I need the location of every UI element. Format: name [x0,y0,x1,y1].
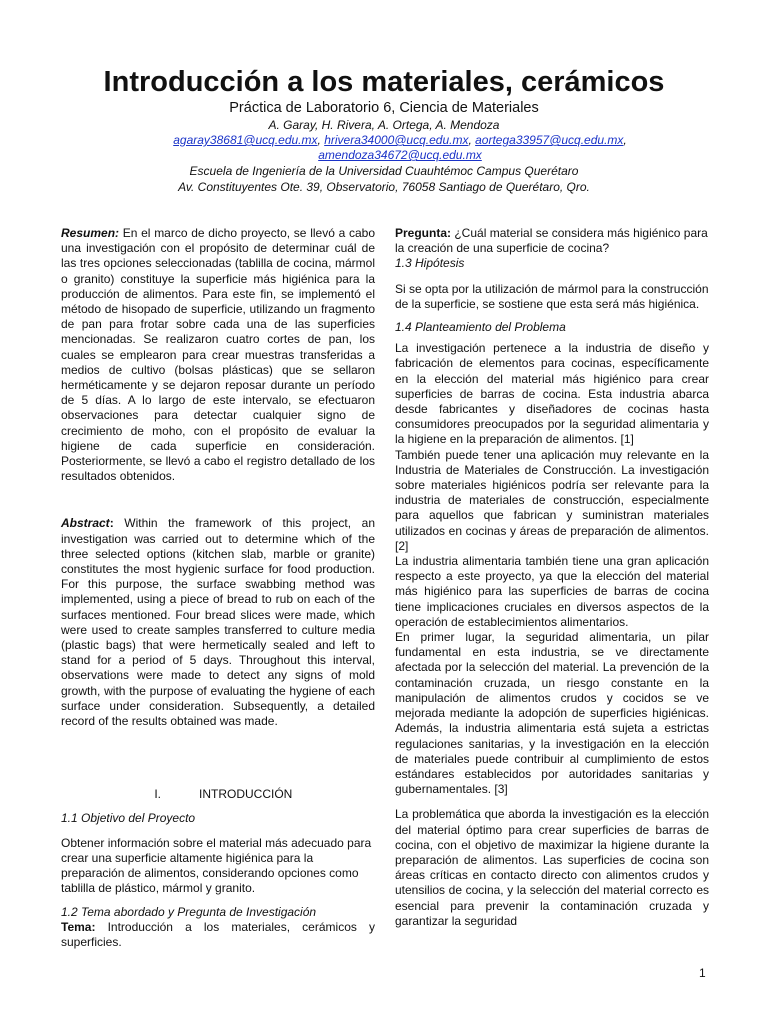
page-number: 1 [699,966,706,980]
abstract-colon: : [109,516,114,531]
author-list: A. Garay, H. Rivera, A. Ortega, A. Mendoza [268,118,500,132]
section-heading-introduccion [61,787,375,802]
section-number: I. [154,787,161,802]
problema-paragraph-1: La investigación pertenece a la industria de diseño y fabricación de elementos para cocinas, específicamente en la elección del material más higiénico para crear superficies de barras de cocina. Esta industria abarca desde fabricantes y diseñadores de cocinas hasta consumidores preocupados por la seguridad alimentaria y la higiene en la preparación de alimentos. [1] [395,341,709,447]
pregunta-paragraph [395,226,709,256]
abstract-label: Abstract [61,516,110,531]
objetivo-paragraph: Obtener información sobre el material más adecuado para crear una superficie altamente higiénica para la preparación de alimentos, considerando opciones como tablilla de plástico, mármol y granito. [61,835,372,896]
abstract-text: Within the framework of this project, an investigation was carried out to determine which of the three selected options (kitchen slab, marble or granite) constitutes the most hygienic surface for food production. For this purpose, the surface swabbing method was implemented, using a piece of bread to rub on each of the surfaces mentioned. Four bread slices were made, which were used to create samples transferred to culture media (plastic bags) that were hermetically sealed and left to stand for a period of 5 days. Throughout this interval, observations were made to detect any signs of mold growth, with the purpose of evaluating the hygiene of each surface under consideration. Subsequently, a detailed record of the results obtained was made. [61,516,375,729]
affiliation-school: Escuela de Ingeniería de la Universidad Cuauhtémoc Campus Querétaro [189,164,579,178]
problema-paragraph-4: En primer lugar, la seguridad alimentaria, un pilar fundamental en esta industria, se ve directamente afectada por la selección del material. La prevención de la contaminación cruzada, un riesgo constante en la manipulación de alimentos crudos y cocidos se ve mejorada mediante la adopción de superficies higiénicas. Además, la industria alimentaria está sujeta a estrictas regulaciones sanitarias, y la investigación en la elección de materiales puede contribuir al cumplimiento de estos estándares establecidos por autoridades sanitarias y gubernamentales. [3] [395,630,709,797]
email-link-garay[interactable]: agaray38681@ucq.edu.mx [173,133,318,147]
left-column [61,226,375,950]
section-title: INTRODUCCIÓN [199,787,293,802]
resumen-label: Resumen: [61,226,120,240]
subsection-1-4-heading: 1.4 Planteamiento del Problema [395,320,566,335]
paper-title: Introducción a los materiales, cerámicos [103,66,665,98]
resumen-paragraph [61,226,375,484]
problema-paragraph-3: La industria alimentaria también tiene una gran aplicación respecto a este proyecto, ya que la elección del material más higiénico para las superficies de barras de cocina tiene implicaciones cruciales en diversos aspectos de la operación de establecimientos alimentarios. [395,554,709,629]
abstract-paragraph [61,516,375,729]
subsection-1-2-heading: 1.2 Tema abordado y Pregunta de Investigación [61,904,317,919]
tema-paragraph [61,920,375,950]
tema-text: Introducción a los materiales, cerámicos y superficies. [61,919,375,949]
problema-paragraph-5: La problemática que aborda la investigación es la elección del material óptimo para crear superficies de barras de cocina, con el objetivo de maximizar la higiene durante la preparación de alimentos. Las superficies de cocina son áreas críticas en contacto directo con alimentos crudos y utensilios de cocina, y la selección del material correcto es esencial para prevenir la contaminación cruzada y garantizar la seguridad [395,807,709,928]
affiliation [0,164,768,195]
hipotesis-paragraph: Si se opta por la utilización de mármol para la construcción de la superficie, se sostiene que esta será más higiénica. [395,281,709,311]
email-link-mendoza[interactable]: amendoza34672@ucq.edu.mx [318,148,482,162]
problema-paragraph-2: También puede tener una aplicación muy relevante en la Industria de Materiales de Construcción. La investigación sobre materiales higiénicos podría ser relevante para la industria de materiales de construcción, especialmente para aquellos que fabrican y suministran materiales utilizados en cocinas y áreas de preparación de alimentos. [2] [395,447,709,553]
paper-subtitle: Práctica de Laboratorio 6, Ciencia de Materiales [229,100,539,116]
resumen-text: En el marco de dicho proyecto, se llevó a cabo una investigación con el propósito de determinar cuál de las tres opciones seleccionadas (tablilla de cocina, mármol o granito) constituye la superficie más higiénica para la producción de alimentos. Para este fin, se implementó el método de hisopado de superficie, utilizando un fragmento de pan para frotar sobre cada una de las superficies mencionadas. Se realizaron cuatro cortes de pan, los cuales se emplearon para crear muestras transferidas a medios de cultivo (bolsas plásticas) que se sellaron herméticamente y se dejaron reposar durante un período de 5 días. A lo largo de este intervalo, se efectuaron observaciones para detectar cualquier signo de crecimiento de moho, con el propósito de evaluar la higiene de cada superficie en consideración. Posteriormente, se llevó a cabo el registro detallado de los resultados obtenidos. [61,226,375,484]
email-link-ortega[interactable]: aortega33957@ucq.edu.mx [475,133,624,147]
pregunta-text: ¿Cuál material se considera más higiénico para la creación de una superficie de cocina? [395,226,708,256]
right-column [395,226,709,929]
subsection-1-3-heading: 1.3 Hipótesis [395,256,465,271]
tema-label: Tema: [61,919,96,934]
affiliation-address: Av. Constituyentes Ote. 39, Observatorio, 76058 Santiago de Querétaro, Qro. [178,179,590,194]
email-link-rivera[interactable]: hrivera34000@ucq.edu.mx [324,133,469,147]
subsection-1-1-heading: 1.1 Objetivo del Proyecto [61,810,196,825]
pregunta-label: Pregunta: [395,226,452,240]
author-emails: agaray38681@ucq.edu.mx, hrivera34000@ucq.edu.mx, aortega33957@ucq.edu.mx, amendoza34672@ucq.edu.mx [173,133,627,162]
